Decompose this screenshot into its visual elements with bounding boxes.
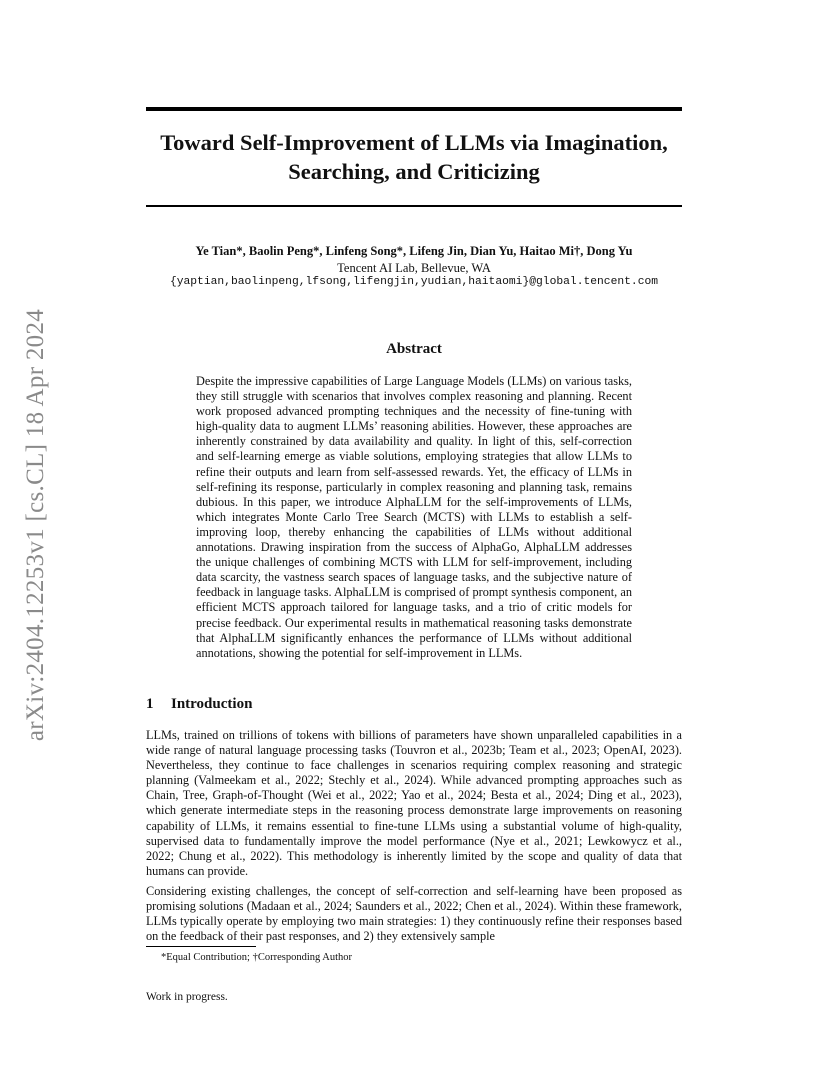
abstract-heading: Abstract xyxy=(386,341,442,357)
author-emails: {yaptian,baolinpeng,lfsong,lifengjin,yudian,haitaomi}@global.tencent.com xyxy=(169,276,659,288)
footnote-rule xyxy=(146,946,256,947)
section-number: 1 xyxy=(146,696,154,712)
intro-paragraph-2: Considering existing challenges, the concept of self-correction and self-learning have been proposed as promising solutions (Madaan et al., 2024; Saunders et al., 2022; Chen et al., 2024). Within these framework, LLMs typically operate by employing two main strategies: 1) they continuously refine their responses based on the feedback of their past responses, and 2) they extensively sample xyxy=(146,884,682,944)
section-heading-introduction xyxy=(146,696,252,713)
status-note: Work in progress. xyxy=(146,991,228,1003)
arxiv-identifier-text: arXiv:2404.12253v1 [cs.CL] 18 Apr 2024 xyxy=(22,308,49,742)
paper-title: Toward Self-Improvement of LLMs via Imagination, Searching, and Criticizing xyxy=(160,130,668,184)
section-title: Introduction xyxy=(171,696,253,712)
title-bottom-rule xyxy=(146,205,682,207)
affiliation: Tencent AI Lab, Bellevue, WA xyxy=(337,261,491,275)
abstract-text: Despite the impressive capabilities of Large Language Models (LLMs) on various tasks, they still struggle with scenarios that involves complex reasoning and planning. Recent work proposed advanced prompting techniques and the necessity of fine-tuning with high-quality data to augment LLMs’ reasoning abilities. However, these approaches are inherently constrained by data availability and quality. In light of this, self-correction and self-learning emerge as viable solutions, employing strategies that allow LLMs to refine their outputs and learn from self-assessed rewards. Yet, the efficacy of LLMs in self-refining its response, particularly in complex reasoning and planning task, remains dubious. In this paper, we introduce AlphaLLM for the self-improvements of LLMs, which integrates Monte Carlo Tree Search (MCTS) with LLMs to establish a self-improving loop, thereby enhancing the capabilities of LLMs without additional annotations. Drawing inspiration from the success of AlphaGo, AlphaLLM addresses the unique challenges of combining MCTS with LLM for self-improvement, including data scarcity, the vastness search spaces of language tasks, and the subjective nature of feedback in language tasks. AlphaLLM is comprised of prompt synthesis component, an efficient MCTS approach tailored for language tasks, and a trio of critic models for precise feedback. Our experimental results in mathematical reasoning tasks demonstrate that AlphaLLM significantly enhances the performance of LLMs without additional annotations, showing the potential for self-improvement in LLMs. xyxy=(196,374,632,660)
intro-paragraph-1: LLMs, trained on trillions of tokens with billions of parameters have shown unparalleled capabilities in a wide range of natural language processing tasks (Touvron et al., 2023b; Team et al., 2023; OpenAI, 2023). Nevertheless, they continue to face challenges in scenarios requiring complex reasoning and strategic planning (Valmeekam et al., 2022; Stechly et al., 2024). While advanced prompting approaches such as Chain, Tree, Graph-of-Thought (Wei et al., 2022; Yao et al., 2024; Besta et al., 2024; Ding et al., 2023), which generate intermediate steps in the reasoning process demonstrate large improvements on reasoning capability of LLMs, it remains essential to fine-tune LLMs using a substantial volume of high-quality, supervised data to fundamentally improve the model performance (Nye et al., 2021; Lewkowycz et al., 2022; Chung et al., 2022). This methodology is inherently limited by the scope and quality of data that humans can provide. xyxy=(146,728,682,878)
title-top-rule xyxy=(146,107,682,111)
footnote: *Equal Contribution; †Corresponding Author xyxy=(161,952,353,963)
author-list: Ye Tian*, Baolin Peng*, Linfeng Song*, Lifeng Jin, Dian Yu, Haitao Mi†, Dong Yu xyxy=(195,244,633,258)
